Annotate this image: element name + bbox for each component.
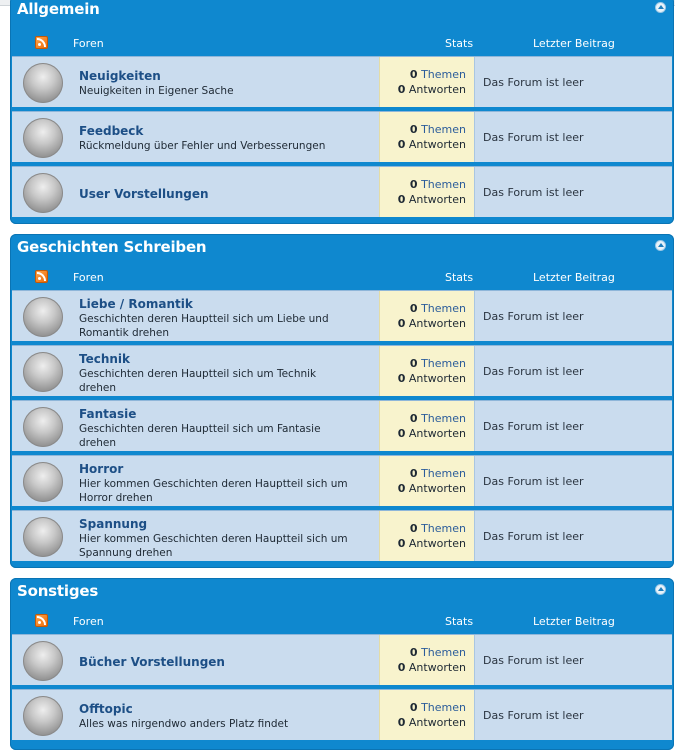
forum-row-neuigkeiten (12, 56, 672, 107)
rss-feed-icon[interactable] (35, 270, 48, 283)
column-header-stats: Stats (445, 615, 474, 628)
forum-description: Neuigkeiten in Eigener Sache (79, 85, 234, 97)
category-sonstiges (10, 578, 674, 750)
category-title[interactable]: Sonstiges (17, 582, 99, 600)
forum-description: Geschichten deren Hauptteil sich um Technik drehen (79, 368, 317, 394)
replies-label: Antworten (408, 138, 466, 151)
forum-status-icon (23, 118, 63, 158)
reply-count: 0 (397, 138, 406, 151)
forum-title-link[interactable]: Fantasie (79, 407, 137, 421)
topic-count: 0 (409, 178, 418, 191)
last-post-info: Das Forum ist leer (483, 530, 584, 543)
replies-label: Antworten (408, 537, 466, 550)
forum-title-link[interactable]: Spannung (79, 517, 148, 531)
forum-status-icon (23, 173, 63, 213)
column-header-forums: Foren (73, 37, 104, 50)
reply-count: 0 (397, 193, 406, 206)
topics-label: Themen (421, 302, 466, 315)
collapse-icon[interactable] (655, 2, 666, 13)
replies-label: Antworten (408, 317, 466, 330)
collapse-icon[interactable] (655, 584, 666, 595)
forum-description: Geschichten deren Hauptteil sich um Liebe und Romantik drehen (79, 313, 329, 339)
forum-description: Hier kommen Geschichten deren Hauptteil sich um Spannung drehen (79, 533, 348, 559)
forum-title-link[interactable]: Feedbeck (79, 124, 144, 138)
replies-label: Antworten (408, 661, 466, 674)
forum-row-buecher-vorstellungen (12, 634, 672, 685)
topics-label: Themen (421, 68, 466, 81)
category-title[interactable]: Allgemein (17, 0, 100, 18)
reply-count: 0 (397, 716, 406, 729)
forum-stats (379, 57, 475, 107)
replies-label: Antworten (408, 83, 466, 96)
forum-stats (379, 690, 475, 740)
topic-count: 0 (409, 467, 418, 480)
topic-count: 0 (409, 522, 418, 535)
forum-status-icon (23, 641, 63, 681)
forum-stats (379, 401, 475, 451)
forum-row-horror (12, 455, 672, 506)
replies-label: Antworten (408, 372, 466, 385)
forum-description: Rückmeldung über Fehler und Verbesserungen (79, 140, 326, 152)
rss-feed-icon[interactable] (35, 36, 48, 49)
forum-row-feedbeck (12, 111, 672, 162)
collapse-icon[interactable] (655, 240, 666, 251)
forum-row-technik (12, 345, 672, 396)
forum-status-icon (23, 696, 63, 736)
column-header-row (10, 266, 674, 288)
forum-status-icon (23, 407, 63, 447)
topic-count: 0 (409, 701, 418, 714)
last-post-info: Das Forum ist leer (483, 654, 584, 667)
column-header-last-post: Letzter Beitrag (533, 271, 615, 284)
forum-title-link[interactable]: Offtopic (79, 702, 133, 716)
column-header-stats: Stats (445, 37, 474, 50)
column-header-last-post: Letzter Beitrag (533, 615, 615, 628)
forum-row-user-vorstellungen (12, 166, 672, 217)
column-header-last-post: Letzter Beitrag (533, 37, 615, 50)
forum-status-icon (23, 462, 63, 502)
forum-description: Hier kommen Geschichten deren Hauptteil sich um Horror drehen (79, 478, 348, 504)
category-geschichten-schreiben (10, 234, 674, 568)
column-header-stats: Stats (445, 271, 474, 284)
reply-count: 0 (397, 537, 406, 550)
forum-status-icon (23, 63, 63, 103)
reply-count: 0 (397, 482, 406, 495)
reply-count: 0 (397, 372, 406, 385)
last-post-info: Das Forum ist leer (483, 709, 584, 722)
forum-row-liebe-romantik (12, 290, 672, 341)
category-title[interactable]: Geschichten Schreiben (17, 238, 207, 256)
last-post-info: Das Forum ist leer (483, 76, 584, 89)
reply-count: 0 (397, 317, 406, 330)
last-post-info: Das Forum ist leer (483, 310, 584, 323)
forum-title-link[interactable]: Horror (79, 462, 124, 476)
last-post-info: Das Forum ist leer (483, 420, 584, 433)
forum-stats (379, 346, 475, 396)
reply-count: 0 (397, 427, 406, 440)
replies-label: Antworten (408, 716, 466, 729)
forum-title-link[interactable]: User Vorstellungen (79, 187, 209, 201)
topics-label: Themen (421, 646, 466, 659)
forum-title-link[interactable]: Bücher Vorstellungen (79, 655, 225, 669)
topic-count: 0 (409, 412, 418, 425)
replies-label: Antworten (408, 482, 466, 495)
forum-title-link[interactable]: Liebe / Romantik (79, 297, 193, 311)
forum-description: Alles was nirgendwo anders Platz findet (79, 718, 289, 730)
topics-label: Themen (421, 123, 466, 136)
column-header-row (10, 610, 674, 632)
topic-count: 0 (409, 357, 418, 370)
reply-count: 0 (397, 83, 406, 96)
reply-count: 0 (397, 661, 406, 674)
forum-title-link[interactable]: Technik (79, 352, 131, 366)
last-post-info: Das Forum ist leer (483, 131, 584, 144)
topics-label: Themen (421, 467, 466, 480)
forum-status-icon (23, 517, 63, 557)
replies-label: Antworten (408, 427, 466, 440)
topics-label: Themen (421, 178, 466, 191)
topic-count: 0 (409, 302, 418, 315)
category-allgemein (10, 0, 674, 224)
forum-stats (379, 456, 475, 506)
topics-label: Themen (421, 522, 466, 535)
forum-stats (379, 291, 475, 341)
last-post-info: Das Forum ist leer (483, 186, 584, 199)
forum-stats (379, 511, 475, 561)
forum-row-offtopic (12, 689, 672, 740)
forum-stats (379, 112, 475, 162)
forum-status-icon (23, 352, 63, 392)
topic-count: 0 (409, 123, 418, 136)
topics-label: Themen (421, 412, 466, 425)
forum-title-link[interactable]: Neuigkeiten (79, 69, 161, 83)
forum-description: Geschichten deren Hauptteil sich um Fantasie drehen (79, 423, 321, 449)
forum-status-icon (23, 297, 63, 337)
column-header-forums: Foren (73, 615, 104, 628)
last-post-info: Das Forum ist leer (483, 475, 584, 488)
topics-label: Themen (421, 701, 466, 714)
forum-row-fantasie (12, 400, 672, 451)
topic-count: 0 (409, 646, 418, 659)
topics-label: Themen (421, 357, 466, 370)
rss-feed-icon[interactable] (35, 614, 48, 627)
last-post-info: Das Forum ist leer (483, 365, 584, 378)
topic-count: 0 (409, 68, 418, 81)
forum-row-spannung (12, 510, 672, 561)
replies-label: Antworten (408, 193, 466, 206)
column-header-row (10, 32, 674, 54)
forum-stats (379, 635, 475, 685)
forum-stats (379, 167, 475, 217)
column-header-forums: Foren (73, 271, 104, 284)
